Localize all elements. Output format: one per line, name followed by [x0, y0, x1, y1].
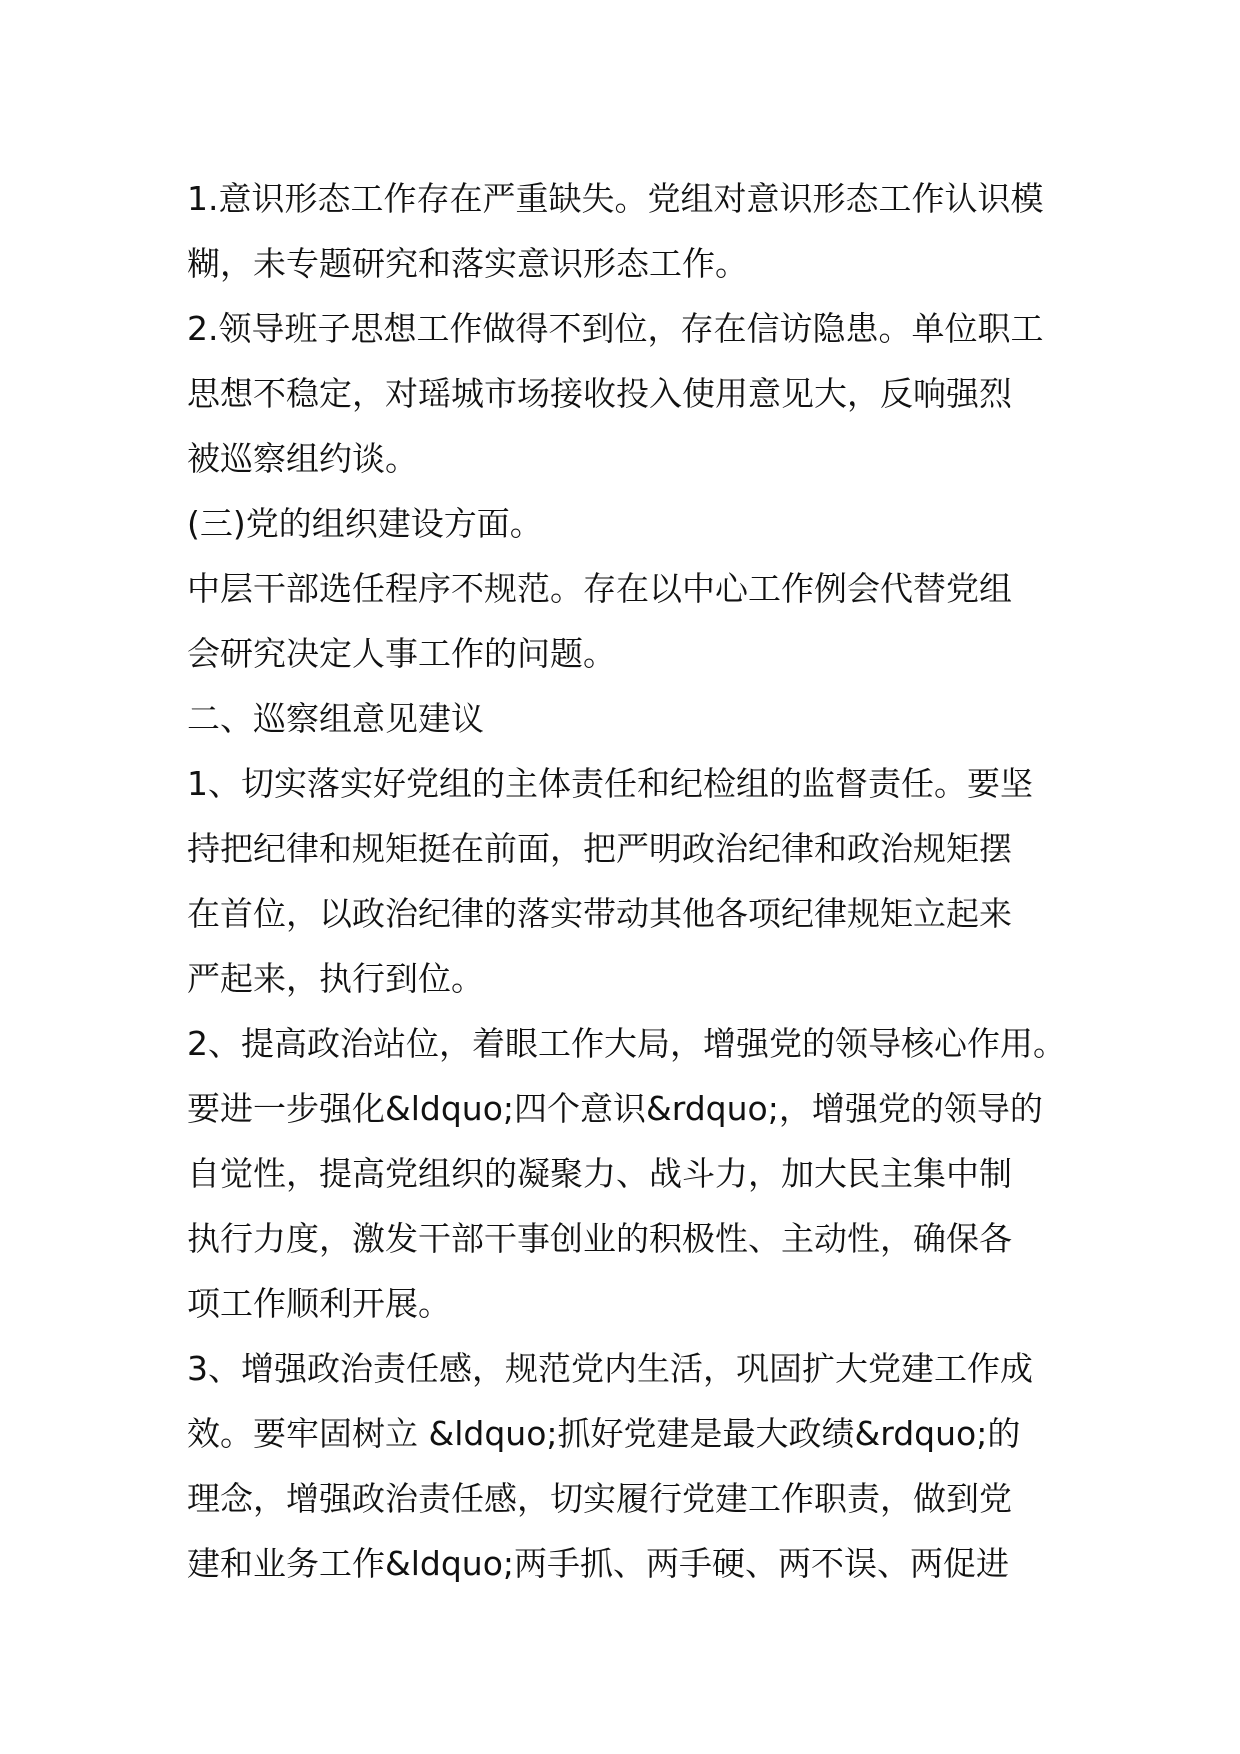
- text-line: 效。要牢固树立 &ldquo;抓好党建是最大政绩&rdquo;的: [187, 1414, 1021, 1453]
- text-line: 中层干部选任程序不规范。存在以中心工作例会代替党组: [187, 569, 1012, 608]
- text-line: 3、增强政治责任感，规范党内生活，巩固扩大党建工作成: [187, 1349, 1033, 1388]
- text-line: 执行力度，激发干部干事创业的积极性、主动性，确保各: [187, 1219, 1012, 1258]
- text-line: 1、切实落实好党组的主体责任和纪检组的监督责任。要坚: [187, 764, 1033, 803]
- text-line: 自觉性，提高党组织的凝聚力、战斗力，加大民主集中制: [187, 1154, 1012, 1193]
- text-line: 1.意识形态工作存在严重缺失。党组对意识形态工作认识模: [187, 179, 1044, 218]
- text-line: 被巡察组约谈。: [187, 439, 418, 478]
- text-line: 思想不稳定，对瑶城市场接收投入使用意见大，反响强烈: [187, 374, 1012, 413]
- section-heading: (三)党的组织建设方面。: [187, 504, 543, 543]
- text-line: 要进一步强化&ldquo;四个意识&rdquo;，增强党的领导的: [187, 1089, 1043, 1128]
- text-line: 在首位，以政治纪律的落实带动其他各项纪律规矩立起来: [187, 894, 1012, 933]
- text-line: 项工作顺利开展。: [187, 1284, 451, 1323]
- text-line: 建和业务工作&ldquo;两手抓、两手硬、两不误、两促进: [187, 1544, 1010, 1583]
- text-line: 理念，增强政治责任感，切实履行党建工作职责，做到党: [187, 1479, 1012, 1518]
- text-line: 2、提高政治站位，着眼工作大局，增强党的领导核心作用。: [187, 1024, 1066, 1063]
- text-line: 糊，未专题研究和落实意识形态工作。: [187, 244, 748, 283]
- text-line: 会研究决定人事工作的问题。: [187, 634, 616, 673]
- text-line: 2.领导班子思想工作做得不到位，存在信访隐患。单位职工: [187, 309, 1044, 348]
- text-line: 严起来，执行到位。: [187, 959, 484, 998]
- section-heading: 二、巡察组意见建议: [187, 699, 484, 738]
- text-line: 持把纪律和规矩挺在前面，把严明政治纪律和政治规矩摆: [187, 829, 1012, 868]
- document-body: [187, 166, 1067, 1596]
